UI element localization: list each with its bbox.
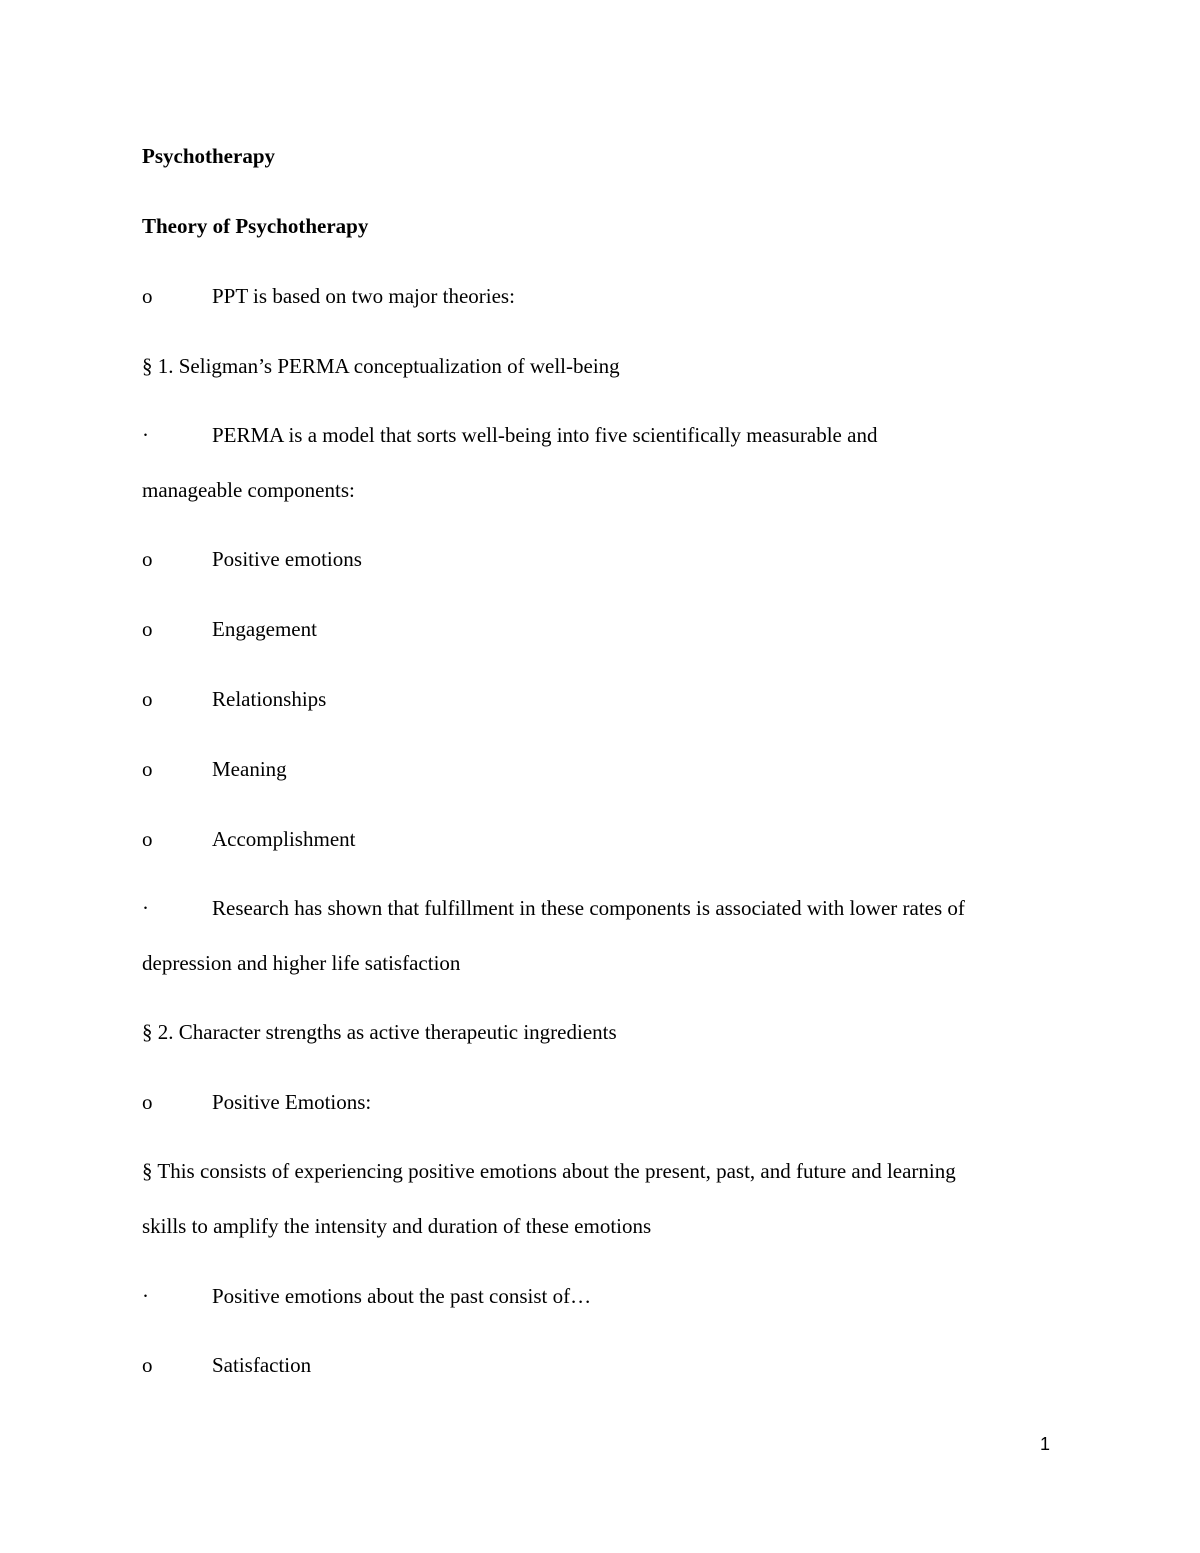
page-number: 1	[1040, 1434, 1051, 1454]
bullet-marker: o	[142, 687, 153, 711]
list-item	[142, 826, 355, 852]
list-item	[142, 756, 287, 782]
list-item	[142, 895, 965, 921]
list-item-text: Satisfaction	[212, 1353, 312, 1377]
list-item-text: Engagement	[212, 617, 317, 641]
list-item	[142, 422, 877, 448]
list-item-text: PPT is based on two major theories:	[212, 284, 515, 308]
list-item	[142, 1283, 591, 1309]
list-item-text: Research has shown that fulfillment in these components is associated with lower rates of	[212, 896, 965, 920]
list-item	[142, 686, 326, 712]
list-item-text: Meaning	[212, 757, 287, 781]
paragraph-line: manageable components:	[142, 478, 355, 502]
bullet-marker: o	[142, 284, 153, 308]
bullet-marker: o	[142, 1090, 153, 1114]
list-item-text: Positive Emotions:	[212, 1090, 372, 1114]
paragraph-line: § 2. Character strengths as active therapeutic ingredients	[142, 1020, 617, 1044]
list-item	[142, 1352, 311, 1378]
document-title: Psychotherapy	[142, 144, 275, 168]
list-item-text: PERMA is a model that sorts well-being into five scientifically measurable and	[212, 423, 878, 447]
paragraph-line: § This consists of experiencing positive emotions about the present, past, and future and learning	[142, 1159, 956, 1183]
list-item	[142, 283, 515, 309]
list-item-text: Positive emotions about the past consist of…	[212, 1284, 592, 1308]
paragraph-line: skills to amplify the intensity and duration of these emotions	[142, 1214, 652, 1238]
bullet-marker: ·	[142, 423, 149, 447]
list-item-text: Positive emotions	[212, 547, 362, 571]
list-item-text: Accomplishment	[212, 827, 356, 851]
paragraph-line: § 1. Seligman’s PERMA conceptualization of well-being	[142, 354, 620, 378]
bullet-marker: o	[142, 757, 153, 781]
paragraph-line: depression and higher life satisfaction	[142, 951, 461, 975]
bullet-marker: o	[142, 547, 153, 571]
list-item	[142, 616, 317, 642]
list-item-text: Relationships	[212, 687, 327, 711]
list-item	[142, 1089, 371, 1115]
bullet-marker: ·	[142, 1284, 149, 1308]
bullet-marker: ·	[142, 896, 149, 920]
bullet-marker: o	[142, 617, 153, 641]
bullet-marker: o	[142, 1353, 153, 1377]
section-heading: Theory of Psychotherapy	[142, 214, 369, 238]
list-item	[142, 546, 362, 572]
bullet-marker: o	[142, 827, 153, 851]
